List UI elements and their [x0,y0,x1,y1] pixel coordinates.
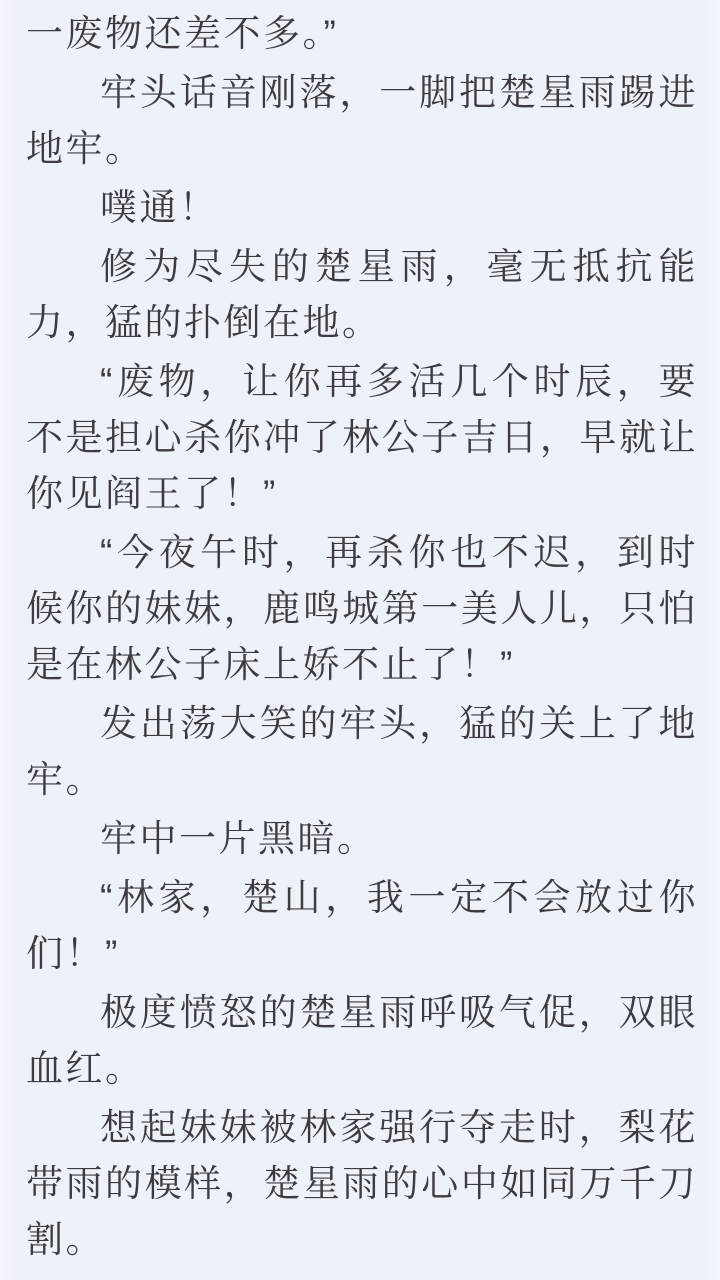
paragraph: 极度愤怒的楚星雨呼吸气促，双眼血红。 [26,992,698,1089]
novel-text-body [26,6,698,1268]
paragraph: “废物，让你再多活几个时辰，要不是担心杀你冲了林公子吉日，早就让你见阎王了！” [26,361,698,514]
paragraph: 修为尽失的楚星雨，毫无抵抗能力，猛的扑倒在地。 [26,246,698,343]
paragraph: 发出荡大笑的牢头，猛的关上了地牢。 [26,703,698,800]
paragraph: 一废物还差不多。” [26,13,339,54]
paragraph: 牢头话音刚落，一脚把楚星雨踢进地牢。 [26,72,698,169]
paragraph: 想起妹妹被林家强行夺走时，梨花带雨的模样，楚星雨的心中如同万千刀割。 [26,1107,698,1260]
paragraph: “今夜午时，再杀你也不迟，到时候你的妹妹，鹿鸣城第一美人儿，只怕是在林公子床上娇不止了！” [26,532,698,685]
paragraph: 牢中一片黑暗。 [100,818,377,859]
paragraph: “林家，楚山，我一定不会放过你们！” [26,877,698,974]
paragraph: 噗通！ [100,187,219,228]
